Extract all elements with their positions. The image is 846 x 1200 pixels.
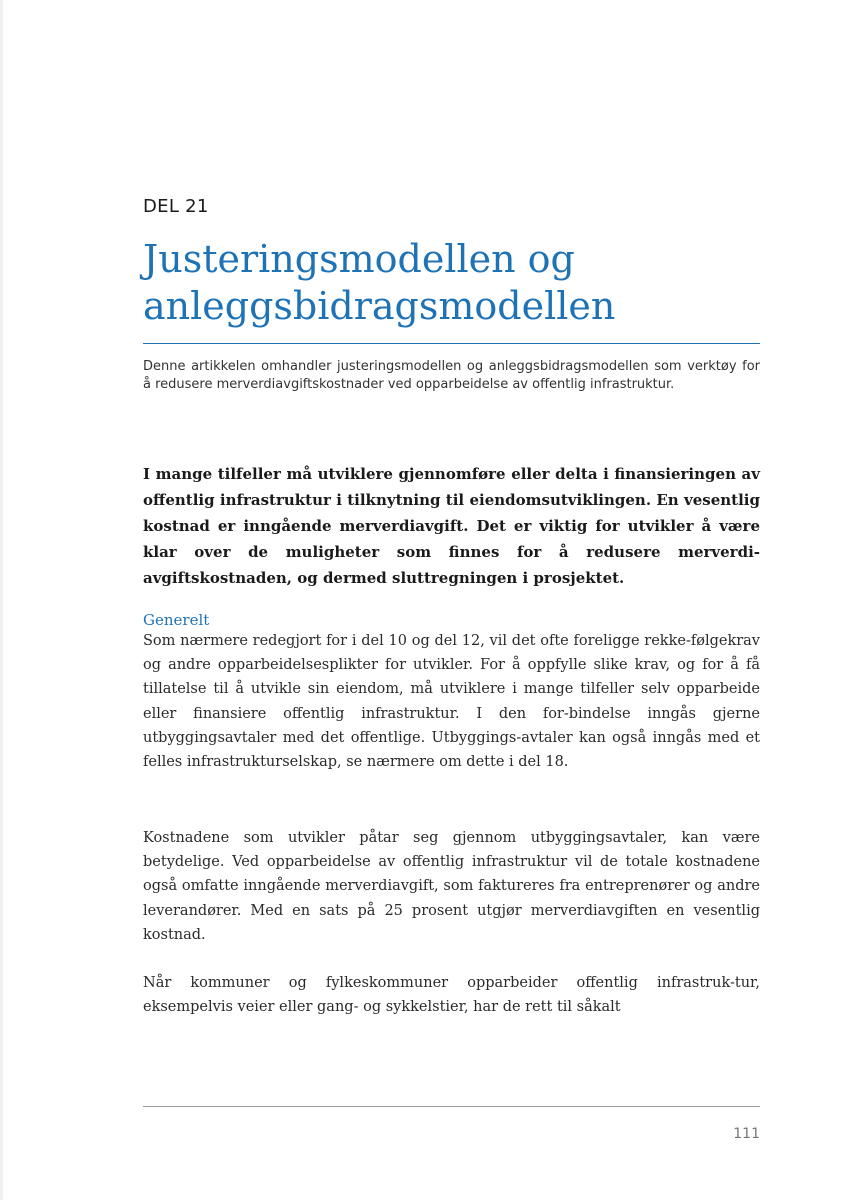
body-paragraph: Som nærmere redegjort for i del 10 og del 12, vil det ofte foreligge rekke-følgekrav og andre opparbeidelsesplikter for utvikler. For å oppfylle slike krav, og for å få tillatelse til å utvikle sin eiendom, må utviklere i mange tilfeller selv opparbeide eller finansiere offentlig infrastruktur. I den for-bindelse inngås gjerne utbyggingsavtaler med det offentlige. Utbyggings-avtaler kan også inngås med et felles infrastrukturselskap, se nærmere om dette i del 18.	[143, 633, 760, 771]
body-paragraph: Kostnadene som utvikler påtar seg gjennom utbyggingsavtaler, kan være betydelige. Ved opparbeidelse av offentlig infrastruktur vil de totale kostnadene også omfatte inngående merverdiavgift, som faktureres fra entreprenører og andre leverandører. Med en sats på 25 prosent utgjør merverdiavgiften en vesentlig kostnad.	[143, 830, 760, 943]
page-number: 111	[733, 1126, 760, 1142]
article-title: Justeringsmodellen og anleggsbidragsmodellen	[143, 237, 616, 328]
body-paragraph: Når kommuner og fylkeskommuner opparbeider offentlig infrastruk-tur, eksempelvis veier eller gang- og sykkelstier, har de rett til såkalt	[143, 975, 760, 1016]
title-divider	[143, 343, 760, 344]
lead-paragraph: I mange tilfeller må utviklere gjennomføre eller delta i finansieringen av offentlig infrastruktur i tilknytning til eiendomsutviklingen. En vesentlig kostnad er inngående merverdiavgift. Det er viktig for utvikler å være klar over de muligheter som finnes for å redusere merverdi-avgiftskostnaden, og dermed sluttregningen i prosjektet.	[143, 465, 760, 587]
article-intro: Denne artikkelen omhandler justeringsmodellen og anleggsbidragsmodellen som verktøy for å redusere merverdiavgiftskostnader ved opparbeidelse av offentlig infrastruktur.	[143, 359, 760, 392]
page-edge	[0, 0, 3, 1200]
subheading-generelt: Generelt	[143, 611, 210, 629]
footer-divider	[143, 1106, 760, 1107]
section-label: DEL 21	[143, 196, 209, 217]
